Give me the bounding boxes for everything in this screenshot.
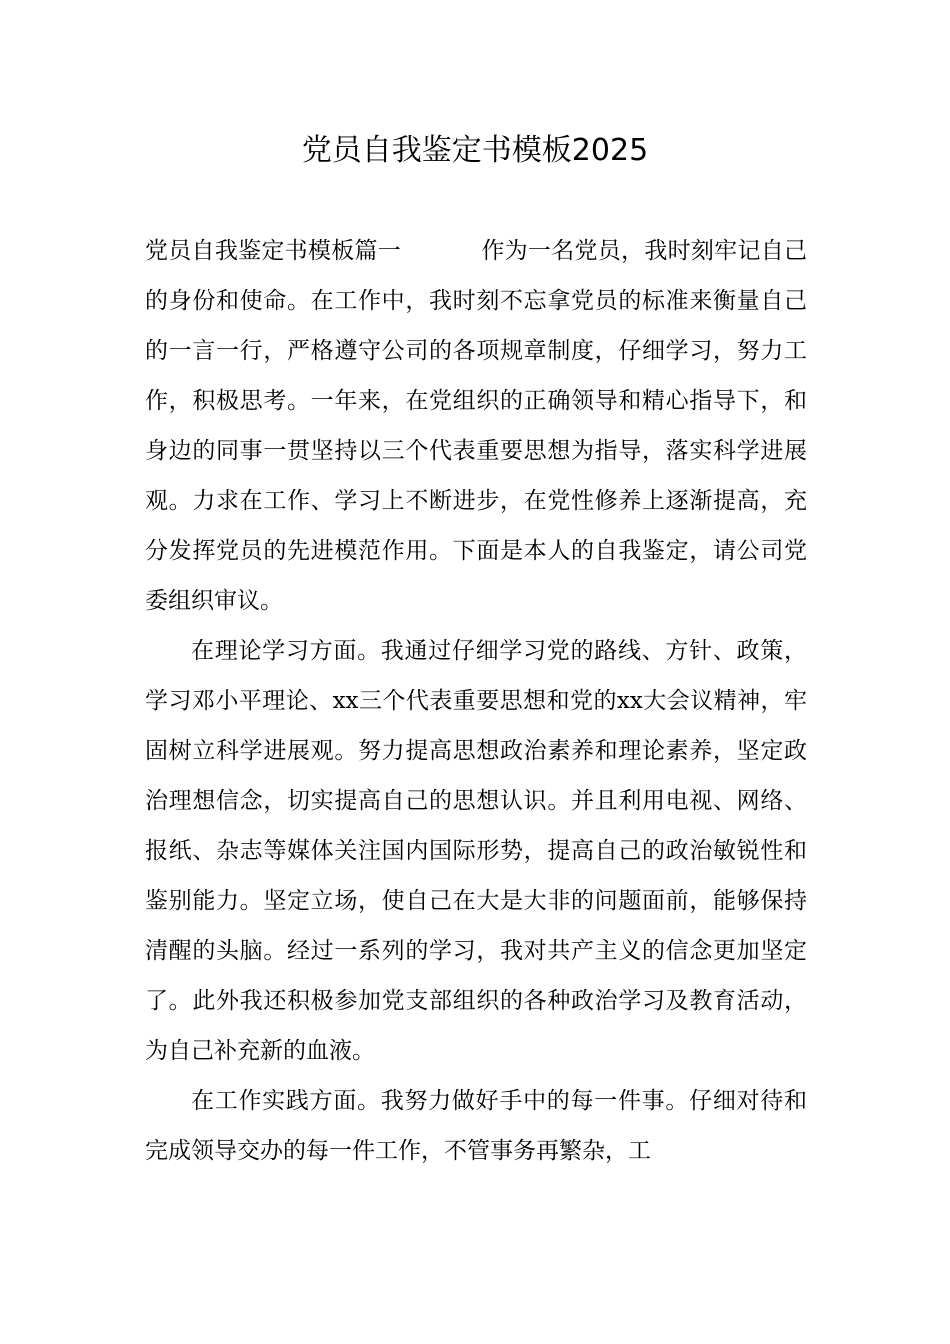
paragraph-work-practice: 在工作实践方面。我努力做好手中的每一件事。仔细对待和完成领导交办的每一件工作，不管事务再繁杂，工	[145, 1088, 807, 1164]
document-body	[145, 226, 807, 1176]
section-heading: 党员自我鉴定书模板篇一	[145, 238, 402, 264]
paragraph-theory-study: 在理论学习方面。我通过仔细学习党的路线、方针、政策，学习邓小平理论、xx三个代表重要思想和党的xx大会议精神，牢固树立科学进展观。努力提高思想政治素养和理论素养，坚定政治理想信念，切实提高自己的思想认识。并且利用电视、网络、报纸、杂志等媒体关注国内国际形势，提高自己的政治敏锐性和鉴别能力。坚定立场，使自己在大是大非的问题面前，能够保持清醒的头脑。经过一系列的学习，我对共产主义的信念更加坚定了。此外我还积极参加党支部组织的各种政治学习及教育活动，为自己补充新的血液。	[145, 638, 807, 1064]
paragraph-intro	[145, 226, 807, 626]
document-title: 党员自我鉴定书模板2025	[301, 133, 649, 168]
paragraph-text: 作为一名党员，我时刻牢记自己的身份和使命。在工作中，我时刻不忘拿党员的标准来衡量自己的一言一行，严格遵守公司的各项规章制度，仔细学习，努力工作，积极思考。一年来，在党组织的正确领导和精心指导下，和身边的同事一贯坚持以三个代表重要思想为指导，落实科学进展观。力求在工作、学习上不断进步，在党性修养上逐渐提高，充分发挥党员的先进模范作用。下面是本人的自我鉴定，请公司党委组织审议。	[145, 238, 808, 614]
